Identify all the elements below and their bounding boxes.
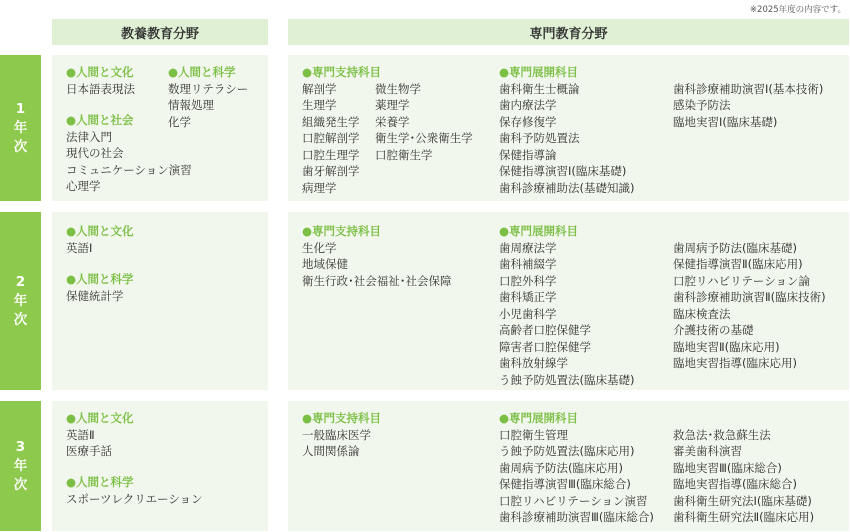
category-heading: ● 人間と科学 [168,64,248,81]
course-item: 保存修復学 [499,114,557,129]
category-heading: ● 人間と科学 [66,474,203,491]
course-item: 臨地実習Ⅰ(臨床基礎) [673,114,778,129]
category-heading: ● 人間と文化 [66,223,134,240]
course-item: 医療手話 [66,444,112,458]
category-heading: ● 専門支持科目 [302,223,452,240]
course-item: 病理学 [302,180,337,195]
course-item: スポーツレクリエーション [66,491,203,506]
course-item: 保健指導演習Ⅱ(臨床応用) [673,257,803,271]
course-item: 歯周病予防法(臨床基礎) [673,240,797,255]
year-label-2: 2 年 次 [0,212,41,390]
course-item: 歯科衛生研究法Ⅱ(臨床応用) [673,510,815,524]
course-item: 口腔リハビリテーション論 [673,273,810,288]
course-item: 人間関係論 [302,444,360,458]
course-item: 保健指導論 [499,147,557,162]
course-item: 歯科予防処置法 [499,131,580,145]
support-subjects [302,64,381,196]
course-item: 日本語表現法 [66,81,135,96]
course-item: 化学 [168,114,191,129]
development-subjects-col2 [673,427,814,526]
course-item: 保健統計学 [66,288,124,303]
development-subjects [499,223,634,388]
category-heading: ● 人間と社会 [66,112,192,129]
year3-general-cell [52,401,268,531]
category-heading: ● 専門支持科目 [302,64,381,81]
support-subjects [302,223,452,289]
course-item: 歯科放射線学 [499,356,568,370]
course-item: 高齢者口腔保健学 [499,323,591,337]
course-item: 介護技術の基礎 [673,323,754,337]
year1-specialized-cell [288,55,849,201]
course-item: 歯周療法学 [499,240,557,255]
course-item: 歯科診療補助演習Ⅰ(基本技術) [673,81,824,96]
course-item: 障害者口腔保健学 [499,339,591,354]
course-item: 心理学 [66,179,101,193]
development-subjects-col2 [673,81,823,131]
course-item: 審美歯科演習 [673,444,742,458]
year-note: ※2025年度の内容です。 [749,5,846,15]
support-subjects [302,410,381,460]
course-group [66,64,135,97]
course-item: 歯科衛生士概論 [499,81,580,96]
course-item: 臨地実習指導(臨床応用) [673,356,797,370]
course-item: コミュニケーション演習 [66,162,192,177]
course-item: 口腔生理学 [302,147,360,162]
specialized-education-header: 専門教育分野 [288,19,849,45]
course-item: 歯牙解剖学 [302,164,360,178]
category-heading: ● 専門展開科目 [499,64,634,81]
category-heading: ● 専門展開科目 [499,410,654,427]
support-subjects-col2 [375,81,473,164]
course-item: 口腔衛生学 [375,147,433,162]
course-item: 歯科診療補助演習Ⅱ(臨床技術) [673,290,826,304]
course-item: 口腔リハビリテーション演習 [499,493,648,508]
course-item: 一般臨床医学 [302,427,371,442]
course-item: 解剖学 [302,81,337,96]
course-group [66,474,203,507]
course-item: 法律入門 [66,129,112,144]
category-heading: ● 人間と文化 [66,64,135,81]
course-item: 感染予防法 [673,98,731,112]
course-item: 救急法･救急蘇生法 [673,427,771,442]
general-education-header: 教養教育分野 [52,19,268,45]
course-item: 生理学 [302,98,337,112]
course-item: 地域保健 [302,257,348,271]
course-group [66,410,134,460]
year2-specialized-cell [288,212,849,390]
course-item: 口腔外科学 [499,273,557,288]
course-item: 歯内療法学 [499,98,557,112]
course-group [168,64,248,130]
course-item: 歯科診療補助演習Ⅲ(臨床総合) [499,510,654,524]
course-item: 組織発生学 [302,114,360,129]
course-item: 保健指導演習Ⅲ(臨床総合) [499,477,631,491]
development-subjects [499,410,654,526]
course-item: う蝕予防処置法(臨床基礎) [499,372,635,387]
course-item: 微生物学 [375,81,421,96]
year-label-1: 1 年 次 [0,55,41,201]
course-item: 臨地実習Ⅲ(臨床総合) [673,460,782,475]
course-item: 英語Ⅱ [66,427,95,442]
course-item: 栄養学 [375,114,410,129]
course-item: 数理リテラシー [168,81,249,96]
course-item: 衛生学･公衆衛生学 [375,131,473,145]
category-heading: ● 人間と文化 [66,410,134,427]
course-item: 口腔衛生管理 [499,427,568,442]
course-item: 薬理学 [375,98,410,112]
course-group [66,223,134,256]
development-subjects-col2 [673,240,826,372]
course-item: 歯周病予防法(臨床応用) [499,460,623,475]
course-item: 衛生行政･社会福祉･社会保障 [302,273,452,288]
year-label-3: 3 年 次 [0,401,41,531]
category-heading: ● 専門展開科目 [499,223,634,240]
course-item: 歯科診療補助法(基礎知識) [499,180,635,195]
course-group [66,271,134,304]
course-item: 口腔解剖学 [302,131,360,145]
category-heading: ● 専門支持科目 [302,410,381,427]
course-item: 現代の社会 [66,146,124,160]
course-item: 歯科矯正学 [499,290,557,304]
year1-general-cell [52,55,268,201]
year2-general-cell [52,212,268,390]
course-item: 小児歯科学 [499,306,557,321]
course-item: 臨地実習指導(臨床総合) [673,477,797,491]
course-item: 歯科衛生研究法Ⅰ(臨床基礎) [673,493,812,508]
course-item: 歯科補綴学 [499,257,557,271]
course-item: 生化学 [302,240,337,255]
course-item: 英語Ⅰ [66,240,93,255]
course-item: 臨地実習Ⅱ(臨床応用) [673,339,780,354]
development-subjects [499,64,634,196]
course-item: う蝕予防処置法(臨床応用) [499,444,635,458]
year3-specialized-cell [288,401,849,531]
course-item: 臨床検査法 [673,306,731,321]
course-item: 情報処理 [168,98,214,112]
course-item: 保健指導演習Ⅰ(臨床基礎) [499,164,627,178]
category-heading: ● 人間と科学 [66,271,134,288]
